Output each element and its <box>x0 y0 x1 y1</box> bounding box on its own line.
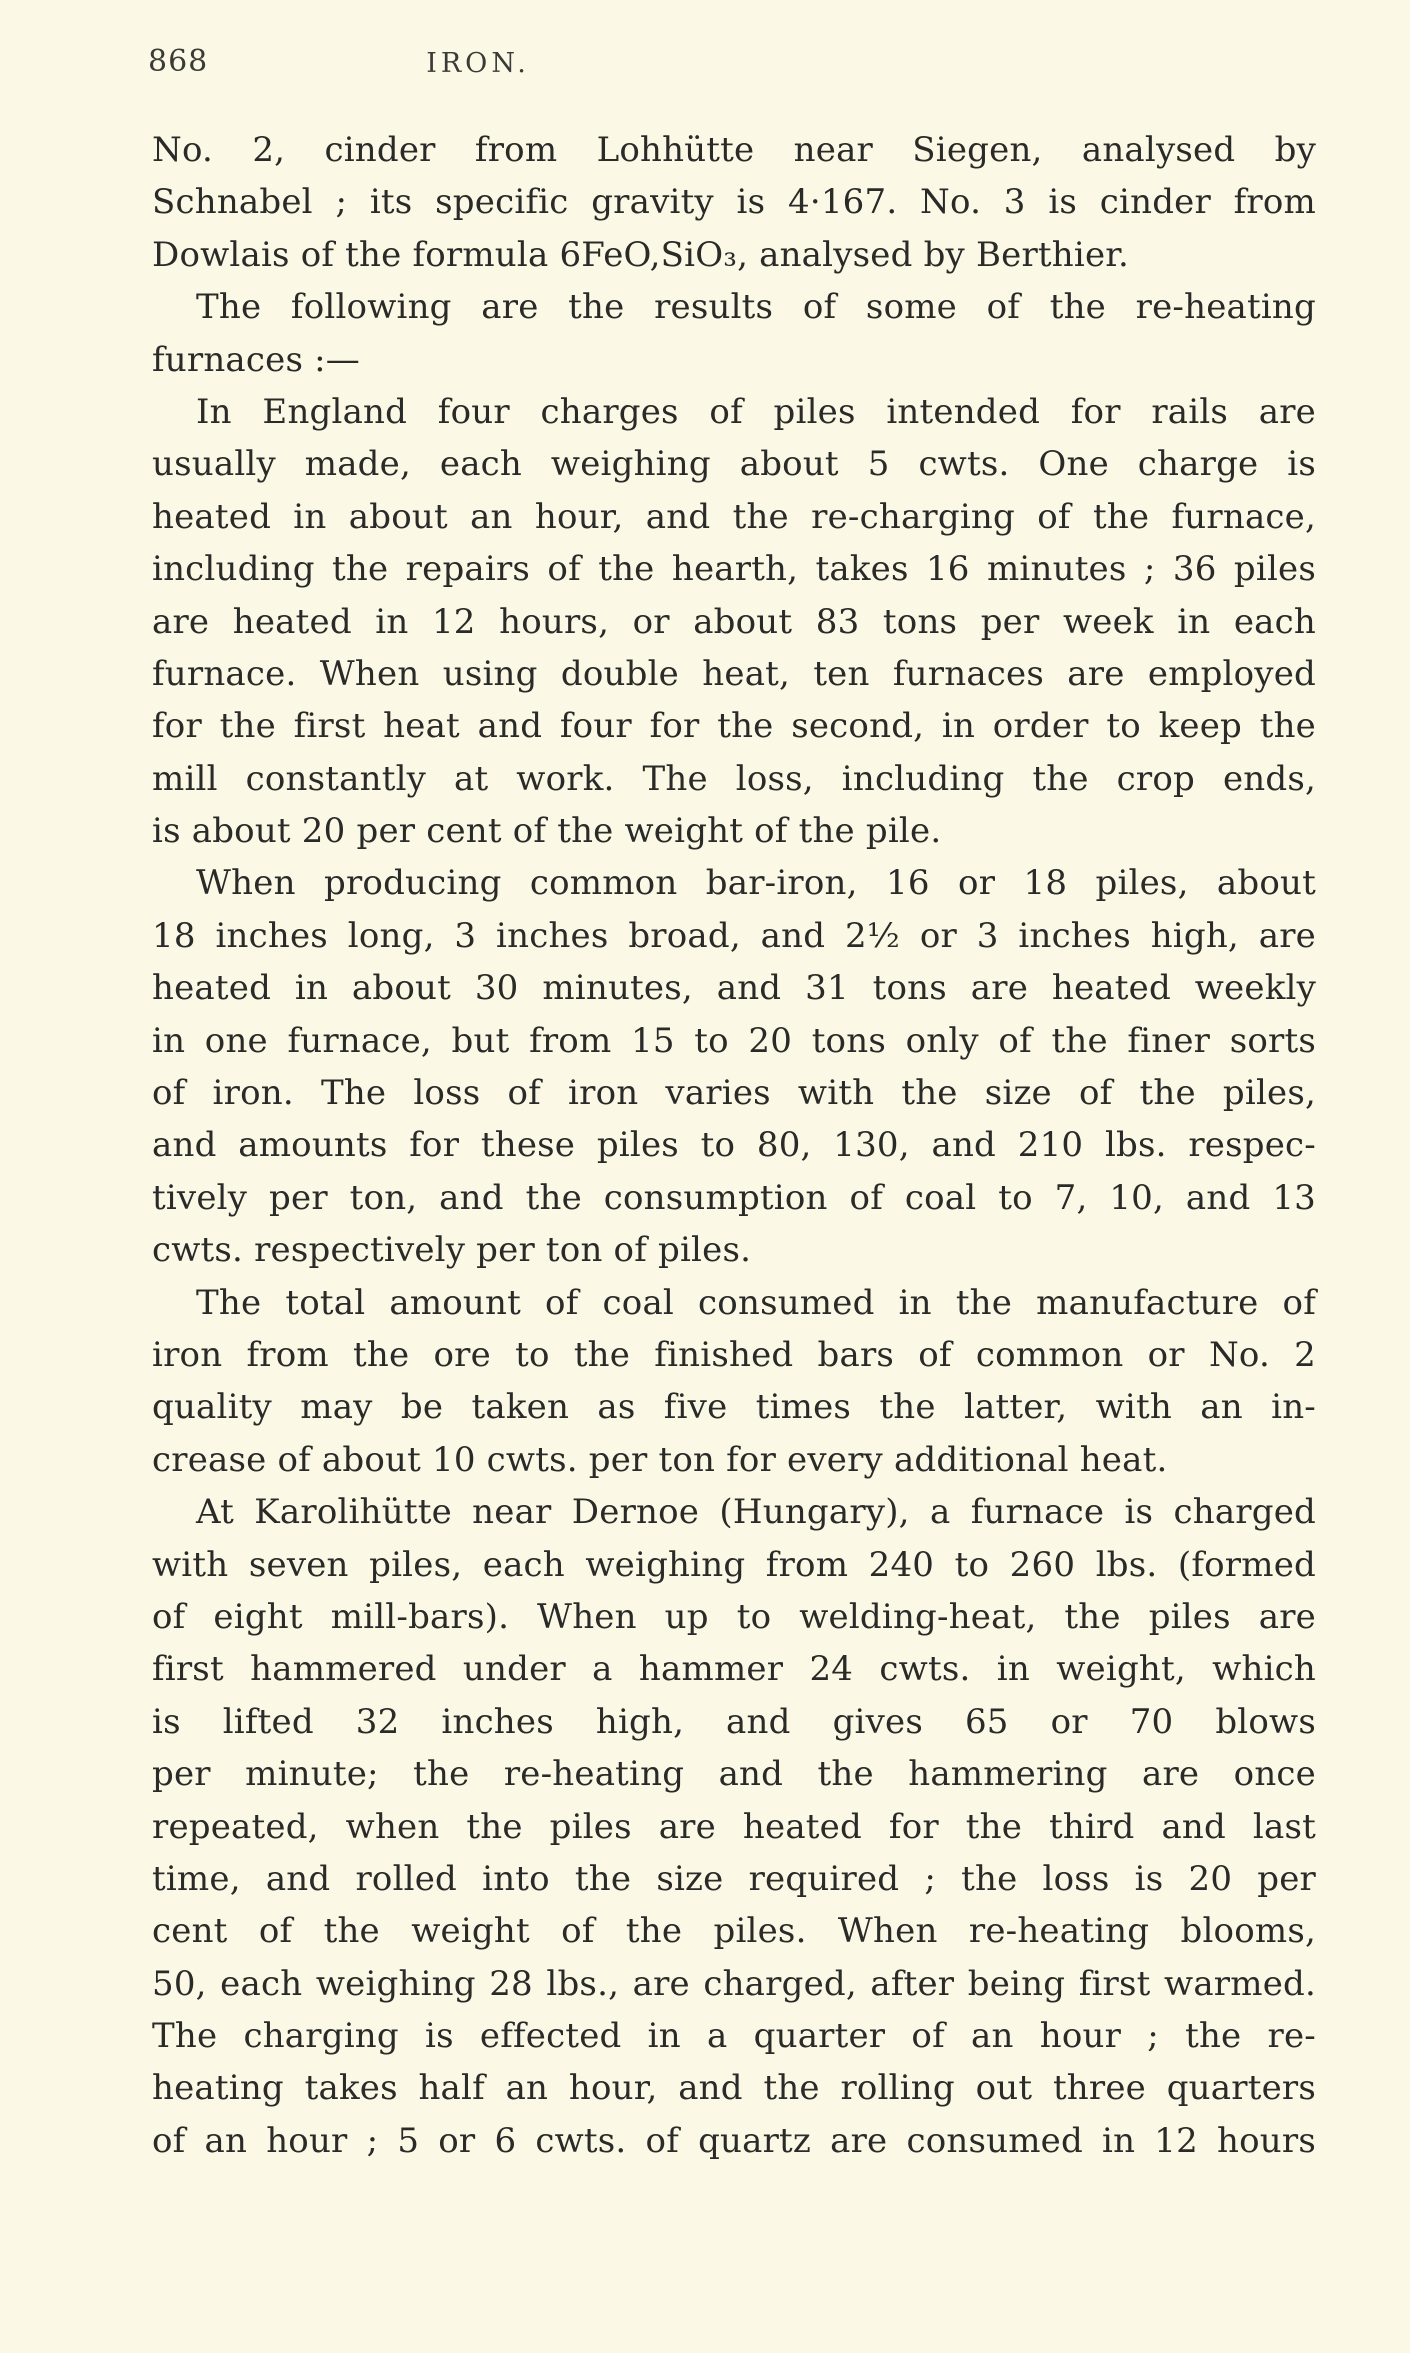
paragraph-cinder-analysis <box>152 124 1316 281</box>
text-line: time, and rolled into the size required ; the loss is 20 per <box>152 1858 1316 1899</box>
text-line: heating takes half an hour, and the rolling out three quarters <box>152 2068 1316 2109</box>
text-line: is lifted 32 inches high, and gives 65 or 70 blows <box>152 1701 1316 1742</box>
text-line: The charging is effected in a quarter of an hour ; the re- <box>152 2016 1316 2057</box>
text-line: cwts. respectively per ton of piles. <box>152 1230 752 1271</box>
text-line: for the first heat and four for the second, in order to keep the <box>152 706 1316 747</box>
text-line: crease of about 10 cwts. per ton for every additional heat. <box>152 1439 1168 1480</box>
text-line: including the repairs of the hearth, takes 16 minutes ; 36 piles <box>152 549 1316 590</box>
text-line: heated in about 30 minutes, and 31 tons are heated weekly <box>152 968 1316 1009</box>
text-line: first hammered under a hammer 24 cwts. in weight, which <box>152 1649 1316 1690</box>
text-line: repeated, when the piles are heated for the third and last <box>152 1806 1316 1847</box>
paragraph-coal-consumption <box>152 1277 1316 1487</box>
text-line: 18 inches long, 3 inches broad, and 2½ or 3 inches high, are <box>152 915 1316 956</box>
paragraph-reheating-intro <box>152 281 1316 386</box>
text-line: furnaces :— <box>152 339 360 380</box>
text-line: iron from the ore to the finished bars of common or No. 2 <box>152 1334 1316 1375</box>
text-line: heated in about an hour, and the re-charging of the furnace, <box>152 496 1316 537</box>
text-line: of iron. The loss of iron varies with the size of the piles, <box>152 1073 1316 1114</box>
text-line: in one furnace, but from 15 to 20 tons only of the finer sorts <box>152 1020 1316 1061</box>
text-line: usually made, each weighing about 5 cwts. One charge is <box>152 444 1316 485</box>
text-line: of eight mill-bars). When up to welding-heat, the piles are <box>152 1596 1316 1637</box>
running-head: IRON. <box>426 48 530 79</box>
text-line: of an hour ; 5 or 6 cwts. of quartz are consumed in 12 hours <box>152 2120 1316 2161</box>
text-line: are heated in 12 hours, or about 83 tons per week in each <box>152 601 1316 642</box>
text-line: mill constantly at work. The loss, including the crop ends, <box>152 758 1316 799</box>
text-line: Dowlais of the formula 6FeO,SiO₃, analysed by Berthier. <box>152 234 1129 275</box>
page-number: 868 <box>148 44 209 79</box>
text-line: The following are the results of some of the re-heating <box>196 287 1316 328</box>
text-line: At Karolihütte near Dernoe (Hungary), a furnace is charged <box>196 1492 1316 1533</box>
text-line: with seven piles, each weighing from 240 to 260 lbs. (formed <box>152 1544 1316 1585</box>
text-line: quality may be taken as five times the latter, with an in- <box>152 1387 1316 1428</box>
text-line: When producing common bar-iron, 16 or 18 piles, about <box>196 863 1316 904</box>
text-line: 50, each weighing 28 lbs., are charged, after being first warmed. <box>152 1963 1316 2004</box>
text-line: No. 2, cinder from Lohhütte near Siegen, analysed by <box>152 130 1316 170</box>
paragraph-bar-iron <box>152 857 1316 1276</box>
text-line: tively per ton, and the consumption of coal to 7, 10, and 13 <box>152 1177 1316 1218</box>
paragraph-england-rails <box>152 386 1316 858</box>
text-line: Schnabel ; its specific gravity is 4·167. No. 3 is cinder from <box>152 182 1316 223</box>
text-line: cent of the weight of the piles. When re-heating blooms, <box>152 1911 1316 1952</box>
text-line: and amounts for these piles to 80, 130, and 210 lbs. respec- <box>152 1125 1316 1166</box>
text-line: per minute; the re-heating and the hammering are once <box>152 1754 1316 1795</box>
text-line: In England four charges of piles intended for rails are <box>196 391 1316 432</box>
body-text <box>152 124 1316 2167</box>
paragraph-karolihutte <box>152 1486 1316 2167</box>
page-header <box>148 44 1308 84</box>
text-line: is about 20 per cent of the weight of the pile. <box>152 811 942 852</box>
text-line: The total amount of coal consumed in the manufacture of <box>196 1282 1316 1323</box>
text-line: furnace. When using double heat, ten furnaces are employed <box>152 653 1316 694</box>
